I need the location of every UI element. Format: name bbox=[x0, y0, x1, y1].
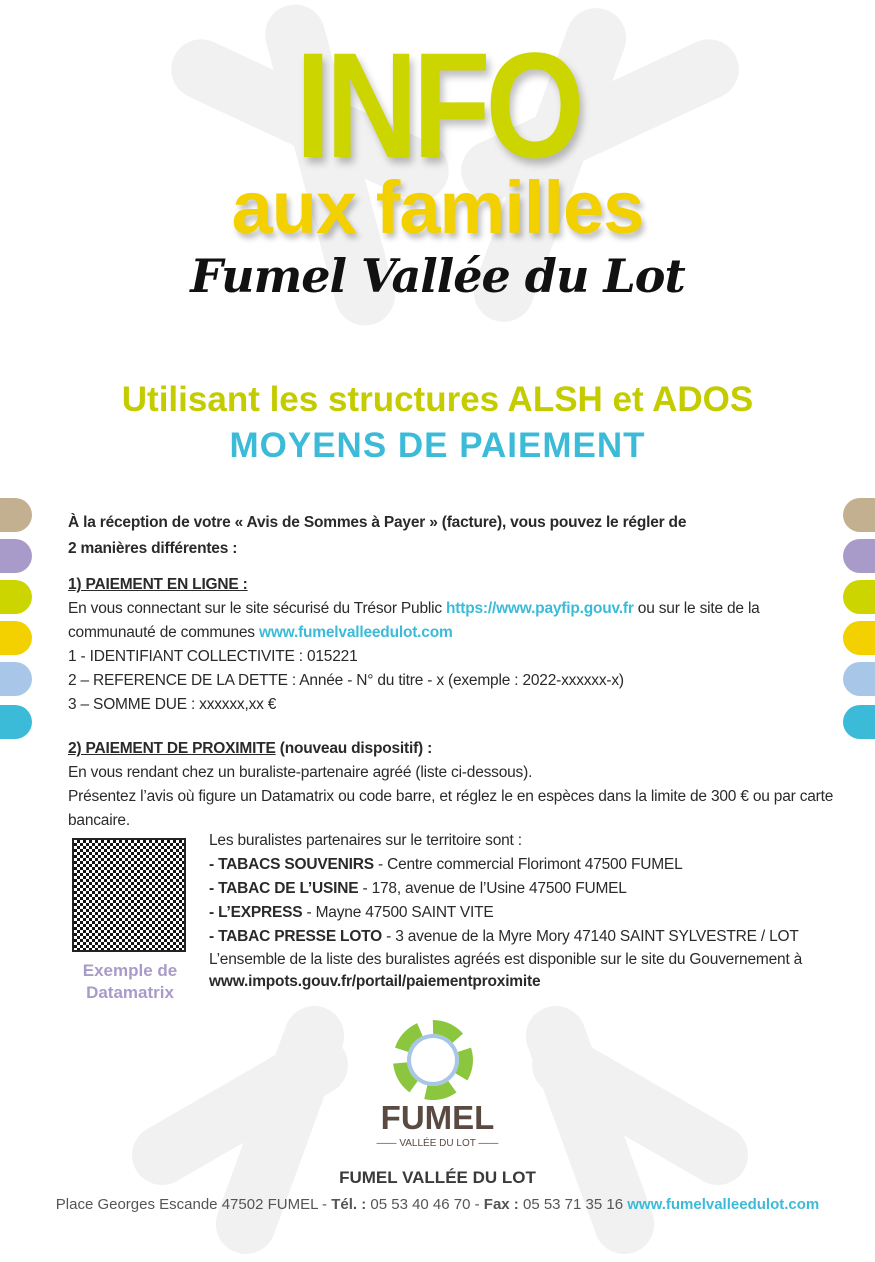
buraliste-address: - Centre commercial Florimont 47500 FUMEL bbox=[373, 856, 683, 873]
side-tab-yellow bbox=[0, 621, 32, 655]
footer-org: FUMEL VALLÉE DU LOT bbox=[339, 1168, 536, 1187]
fumel-link[interactable]: www.fumelvalleedulot.com bbox=[258, 624, 453, 641]
buraliste-name: - TABAC PRESSE LOTO bbox=[209, 928, 383, 945]
side-tab-yellow bbox=[843, 621, 875, 655]
title-info: INFO bbox=[295, 21, 580, 189]
side-tab-tan bbox=[843, 498, 875, 532]
outro-text: L’ensemble de la liste des buralistes agréés est disponible sur le site du Gouvernement à bbox=[209, 951, 803, 968]
datamatrix-image bbox=[72, 838, 186, 952]
proximity-heading-title: 2) PAIEMENT DE PROXIMITE bbox=[68, 740, 276, 757]
side-tab-lime bbox=[0, 580, 32, 614]
fax: 05 53 71 35 16 bbox=[518, 1196, 628, 1213]
side-tab-lime bbox=[843, 580, 875, 614]
caption-line: Datamatrix bbox=[86, 983, 174, 1002]
buralistes-outro bbox=[209, 949, 849, 993]
tel: 05 53 40 46 70 - bbox=[366, 1196, 484, 1213]
impots-link[interactable]: www.impots.gouv.fr/portail/paiementproximite bbox=[209, 973, 541, 990]
proximity-heading-note: (nouveau dispositif) : bbox=[275, 740, 433, 757]
buraliste-address: - 178, avenue de l’Usine 47500 FUMEL bbox=[358, 880, 627, 897]
side-tab-lightblue bbox=[843, 662, 875, 696]
side-tab-purple bbox=[843, 539, 875, 573]
side-tab-blue bbox=[843, 705, 875, 739]
fax-label: Fax : bbox=[483, 1196, 519, 1213]
address: Place Georges Escande 47502 FUMEL - bbox=[55, 1196, 332, 1213]
online-item: 3 – SOMME DUE : xxxxxx,xx € bbox=[68, 696, 277, 713]
side-tab-tan bbox=[0, 498, 32, 532]
online-heading: 1) PAIEMENT EN LIGNE : bbox=[68, 576, 248, 593]
buraliste-address: - 3 avenue de la Myre Mory 47140 SAINT SYLVESTRE / LOT bbox=[382, 928, 799, 945]
side-tab-blue bbox=[0, 705, 32, 739]
proximity-heading bbox=[68, 737, 838, 761]
logo-name: FUMEL bbox=[380, 1099, 495, 1136]
side-tab-lightblue bbox=[0, 662, 32, 696]
logo-tagline: —— VALLÉE DU LOT —— bbox=[376, 1138, 499, 1149]
proximity-text: En vous rendant chez un buraliste-partenaire agréé (liste ci-dessous). bbox=[68, 764, 533, 781]
list-item bbox=[209, 901, 849, 925]
datamatrix-caption bbox=[60, 960, 200, 1004]
buraliste-name: - TABACS SOUVENIRS bbox=[209, 856, 374, 873]
title-place: Fumel Vallée du Lot bbox=[190, 249, 685, 303]
online-item: 1 - IDENTIFIANT COLLECTIVITE : 015221 bbox=[68, 648, 358, 665]
list-item bbox=[209, 925, 849, 949]
list-item bbox=[209, 877, 849, 901]
intro-line: 2 manières différentes : bbox=[68, 540, 238, 557]
subheading-payment: MOYENS DE PAIEMENT bbox=[229, 426, 646, 465]
payfip-link[interactable]: https://www.payfip.gouv.fr bbox=[446, 600, 634, 617]
list-item bbox=[209, 853, 849, 877]
proximity-text: Présentez l’avis où figure un Datamatrix ou code barre, et réglez le en espèces dans la limite de 300 € ou par carte bancaire. bbox=[68, 788, 834, 829]
side-tab-purple bbox=[0, 539, 32, 573]
intro-line: À la réception de votre « Avis de Sommes à Payer » (facture), vous pouvez le régler de bbox=[68, 514, 687, 531]
title-subtitle: aux familles bbox=[231, 166, 644, 249]
buraliste-name: - TABAC DE L’USINE bbox=[209, 880, 359, 897]
buraliste-name: - L’EXPRESS bbox=[209, 904, 303, 921]
buralistes-intro: Les buralistes partenaires sur le territoire sont : bbox=[209, 832, 522, 849]
caption-line: Exemple de bbox=[82, 961, 178, 980]
footer-address bbox=[0, 1196, 875, 1213]
main-text bbox=[68, 511, 838, 833]
tel-label: Tél. : bbox=[331, 1196, 367, 1213]
footer-web-link[interactable]: www.fumelvalleedulot.com bbox=[627, 1196, 820, 1213]
subheading-structures: Utilisant les structures ALSH et ADOS bbox=[121, 380, 754, 419]
online-text bbox=[68, 597, 838, 645]
buralistes-list bbox=[209, 829, 849, 993]
online-item: 2 – REFERENCE DE LA DETTE : Année - N° du titre - x (exemple : 2022-xxxxxx-x) bbox=[68, 672, 624, 689]
fumel-logo-icon bbox=[393, 1020, 473, 1100]
online-text-1: En vous connectant sur le site sécurisé du Trésor Public bbox=[68, 600, 447, 617]
buraliste-address: - Mayne 47500 SAINT VITE bbox=[302, 904, 494, 921]
online-text-2: ou sur le site de la communauté de communes bbox=[68, 600, 760, 641]
